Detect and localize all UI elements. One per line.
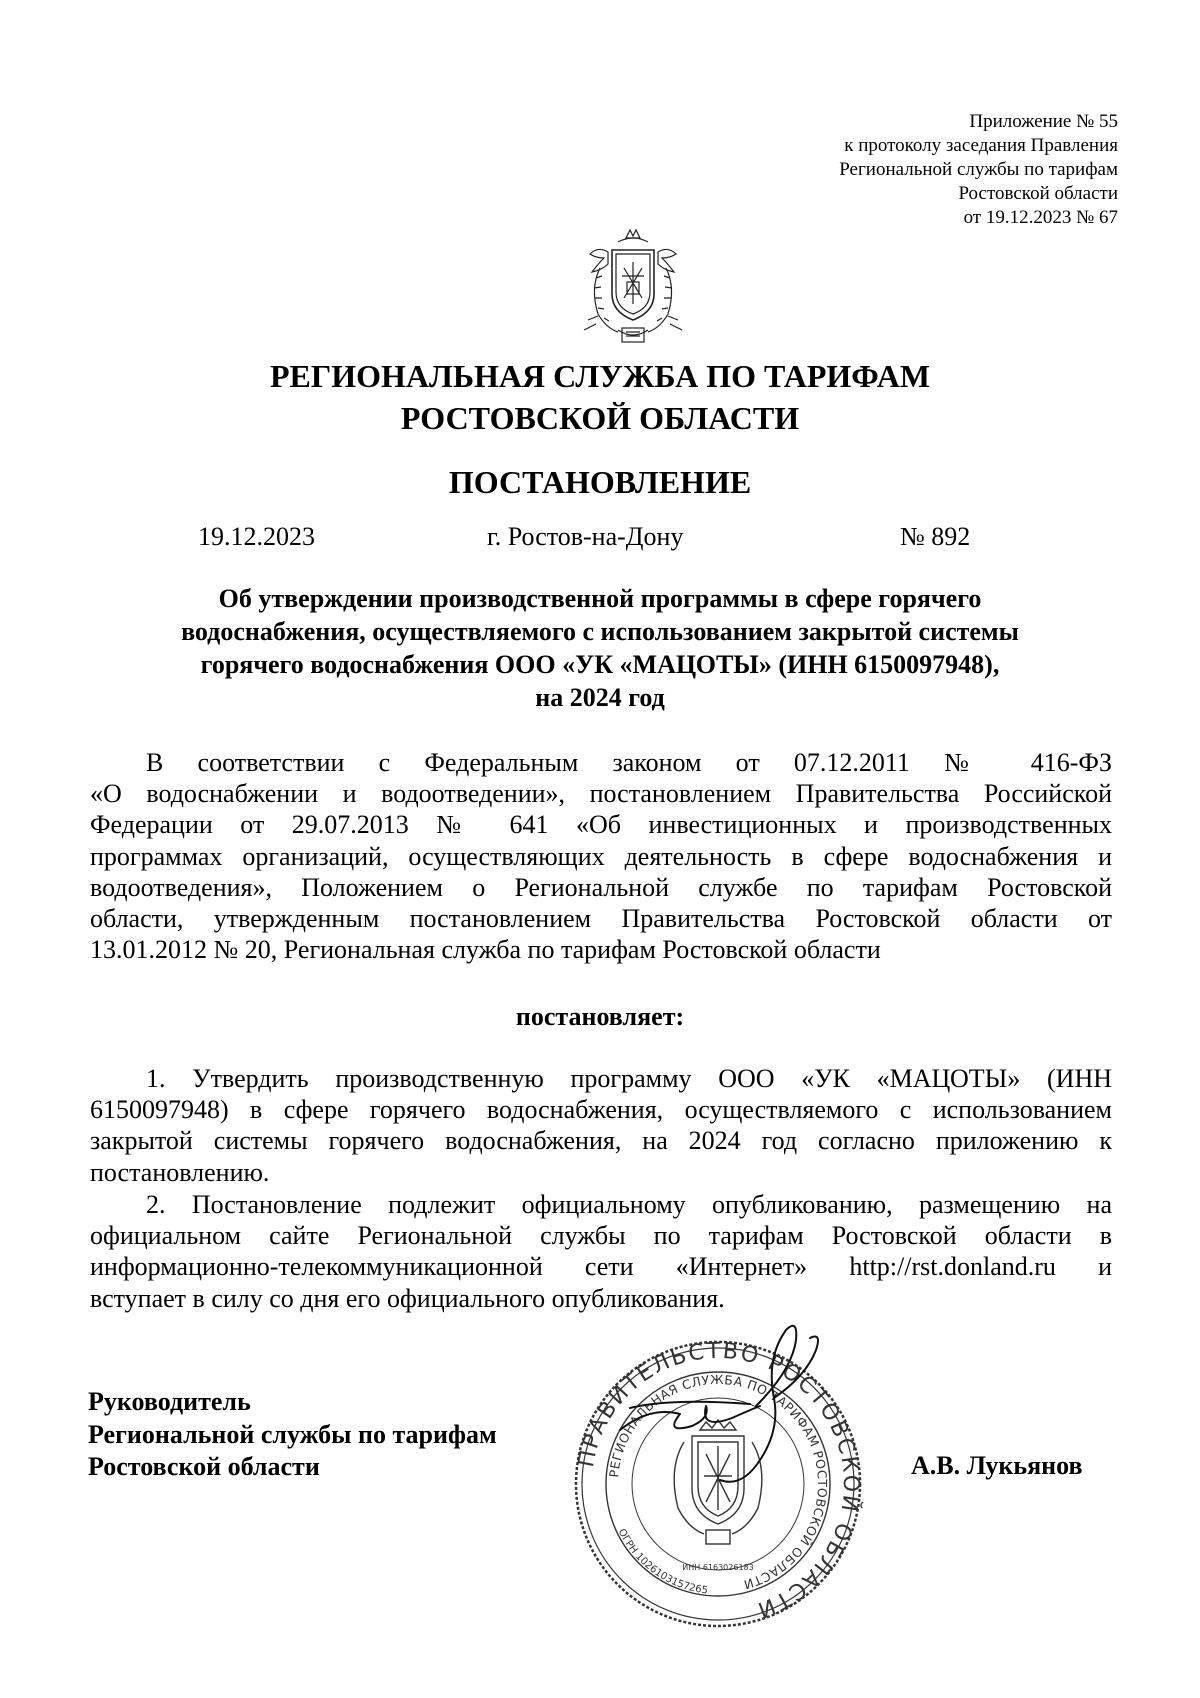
resolution-line: информационно-телекоммуникационной сети «Интернет» http://rst.donland.ru и [90, 1252, 1112, 1282]
preamble-line: Федерации от 29.07.2013 № 641 «Об инвестиционных и производственных [90, 810, 1112, 840]
document-subject [90, 582, 1110, 714]
appendix-line: Региональной службы по тарифам [839, 159, 1118, 180]
official-seal-icon [572, 1338, 864, 1630]
seal-inner-text: РЕГИОНАЛЬНАЯ СЛУЖБА ПО ТАРИФАМ РОСТОВСКОЙ ОБЛАСТИ [606, 1371, 831, 1593]
resolution-line: закрытой системы горячего водоснабжения, на 2024 год согласно приложению к [90, 1126, 1112, 1156]
seal-inn-text: ИНН 6163026183 [682, 1563, 754, 1572]
appendix-line: Приложение № 55 [969, 111, 1118, 132]
signatory-position-line: Ростовской области [88, 1452, 320, 1481]
resolution-line: постановлению. [90, 1157, 270, 1187]
resolution-line: 1. Утвердить производственную программу ООО «УК «МАЦОТЫ» (ИНН [146, 1064, 1112, 1093]
document-type: ПОСТАНОВЛЕНИЕ [448, 464, 752, 500]
preamble-line: программах организаций, осуществляющих деятельность в сфере водоснабжения и [90, 841, 1112, 871]
resolution-item-2 [90, 1189, 1112, 1314]
document-city: г. Ростов-на-Дону [487, 522, 684, 551]
appendix-note [718, 110, 1118, 230]
resolution-line: официальном сайте Региональной службы по тарифам Ростовской области в [90, 1221, 1112, 1251]
preamble-line: водоотведения», Положением о Региональной службе по тарифам Ростовской [90, 872, 1112, 902]
seal-ogrn-text: ОГРН 1026103157265 [615, 1527, 709, 1597]
signatory-position-line: Руководитель [88, 1387, 251, 1416]
resolution-item-1 [90, 1063, 1112, 1188]
resolution-line: 2. Постановление подлежит официальному опубликованию, размещению на [146, 1190, 1112, 1219]
signatory-position-line: Региональной службы по тарифам [88, 1419, 497, 1449]
coat-of-arms-icon [578, 228, 688, 346]
subject-line: Об утверждении производственной программы в сфере горячего [218, 584, 982, 613]
appendix-line: Ростовской области [958, 183, 1118, 204]
seal-outer-text: ПРАВИТЕЛЬСТВО РОСТОВСКОЙ ОБЛАСТИ [574, 1338, 864, 1623]
document-number: № 892 [900, 522, 971, 551]
subject-line: водоснабжения, осуществляемого с использованием закрытой системы [181, 617, 1019, 646]
subject-line: горячего водоснабжения ООО «УК «МАЦОТЫ» (ИНН 6150097948), [200, 650, 1000, 679]
appendix-line: от 19.12.2023 № 67 [963, 207, 1118, 228]
agency-title [0, 355, 1200, 439]
decree-word: постановляет: [515, 1002, 685, 1031]
svg-text:ОГРН 1026103157265 [616, 1527, 709, 1596]
preamble-line: области, утвержденным постановлением Правительства Ростовской области от [90, 903, 1112, 933]
signatory-name: А.В. Лукьянов [911, 1451, 1083, 1480]
appendix-line: к протоколу заседания Правления [844, 135, 1118, 156]
signatory-position [88, 1386, 497, 1484]
resolution-line: вступает в силу со дня его официального опубликования. [90, 1283, 725, 1313]
agency-title-line: РЕГИОНАЛЬНАЯ СЛУЖБА ПО ТАРИФАМ [269, 358, 931, 394]
preamble-paragraph [90, 747, 1112, 965]
document-date: 19.12.2023 [198, 522, 315, 551]
subject-line: на 2024 год [535, 683, 665, 712]
preamble-line: «О водоснабжении и водоотведении», постановлением Правительства Российской [90, 779, 1112, 809]
preamble-line: В соответствии с Федеральным законом от 07.12.2011 № 416-ФЗ [146, 748, 1112, 777]
preamble-line: 13.01.2012 № 20, Региональная служба по тарифам Ростовской области [90, 935, 881, 965]
agency-title-line: РОСТОВСКОЙ ОБЛАСТИ [400, 400, 800, 436]
resolution-line: 6150097948) в сфере горячего водоснабжения, осуществляемого с использованием [90, 1095, 1112, 1125]
